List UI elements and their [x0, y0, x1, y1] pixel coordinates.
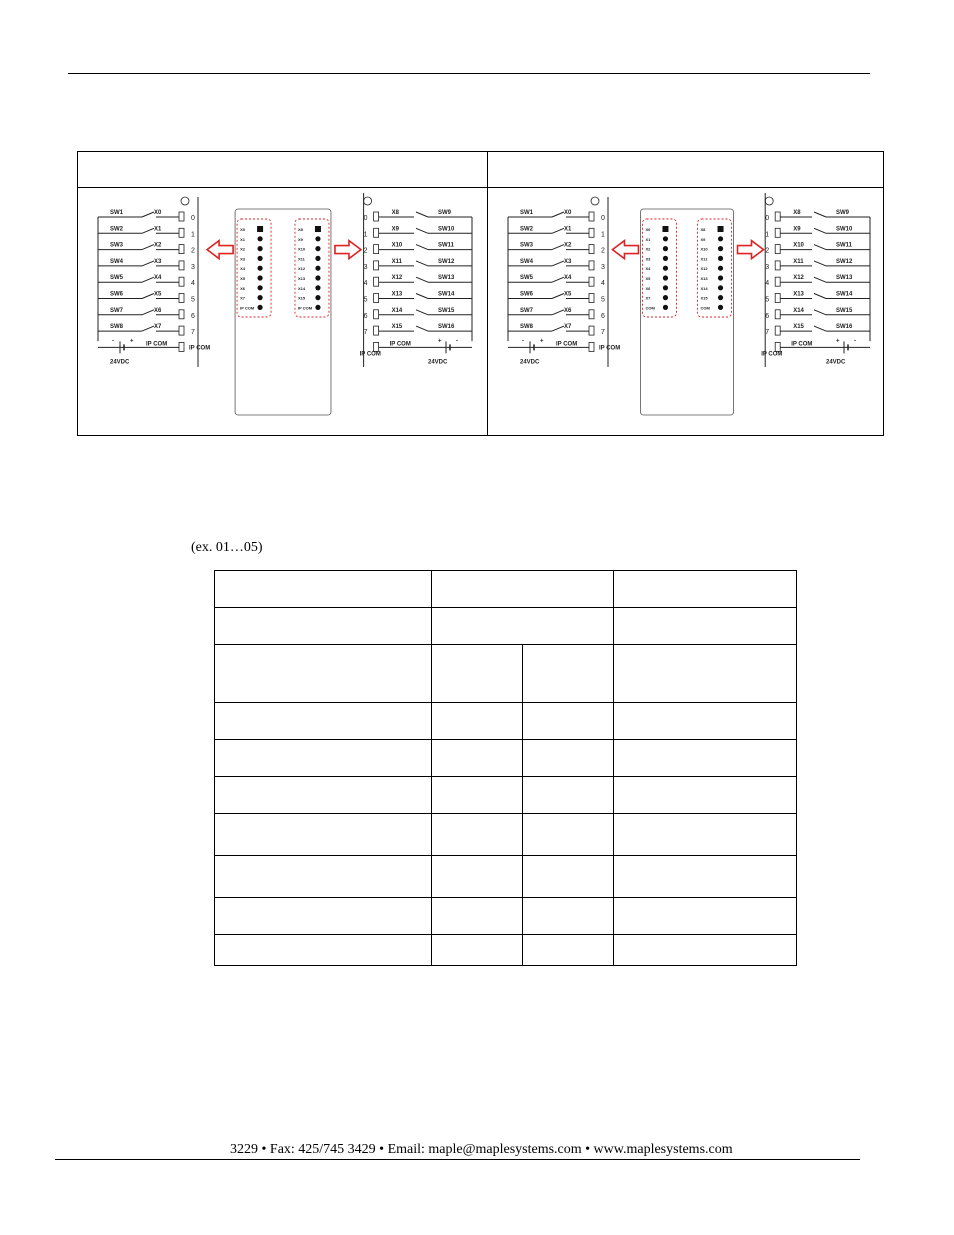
led-dot [663, 246, 668, 251]
ground-icon [765, 197, 773, 205]
led-dot [718, 275, 723, 280]
input-label: X4 [564, 275, 572, 282]
switch-label: SW14 [438, 291, 455, 298]
switch-contact [814, 277, 826, 282]
terminal-block [374, 212, 379, 221]
terminal-block [179, 294, 184, 303]
led-label: X3 [645, 256, 651, 262]
spec-table-row-line [215, 776, 796, 777]
spec-table-row-line [215, 702, 796, 703]
terminal-number: 7 [601, 329, 605, 337]
led-dot [315, 236, 320, 241]
switch-label: SW3 [520, 242, 534, 249]
switch-label: SW10 [438, 226, 455, 233]
terminal-number: 1 [363, 231, 368, 239]
input-label: X5 [154, 291, 162, 298]
led-label: X2 [240, 246, 245, 252]
led-label: IP COM [297, 305, 313, 311]
switch-label: SW2 [520, 226, 534, 233]
switch-label: SW16 [438, 324, 455, 331]
led-square [718, 226, 724, 232]
arrow-left-icon [612, 241, 638, 259]
ground-icon [364, 197, 372, 205]
switch-contact [142, 310, 154, 315]
switch-label: SW8 [110, 324, 124, 331]
switch-label: SW13 [438, 275, 455, 282]
led-dot [663, 285, 668, 290]
led-label: X11 [297, 256, 305, 262]
terminal-block [179, 228, 184, 237]
switch-contact [142, 261, 154, 266]
arrow-left-icon [207, 241, 233, 259]
switch-contact [142, 326, 154, 331]
com-label: IP COM [556, 341, 578, 348]
spec-table-col-line [613, 571, 614, 965]
switch-label: SW7 [110, 307, 124, 314]
terminal-number: 7 [765, 329, 770, 337]
terminal-number: 3 [363, 263, 368, 271]
spec-table [214, 570, 797, 966]
terminal-block [179, 326, 184, 335]
led-dot [663, 275, 668, 280]
supply-label: 24VDC [520, 359, 540, 366]
terminal-com-label: IP COM [359, 351, 381, 358]
spec-table-row-line [215, 855, 796, 856]
input-label: X7 [564, 324, 572, 331]
switch-contact [814, 326, 826, 331]
ground-icon [181, 197, 189, 205]
switch-contact [552, 310, 564, 315]
battery-minus: - [112, 338, 114, 345]
terminal-number: 3 [765, 263, 770, 271]
terminal-block [589, 326, 594, 335]
input-label: X7 [154, 324, 162, 331]
wiring-diagram-left [78, 189, 486, 435]
led-square [315, 226, 321, 232]
terminal-block [179, 261, 184, 270]
terminal-block [374, 342, 379, 351]
terminal-number: 6 [363, 312, 368, 320]
input-label: X15 [793, 324, 804, 331]
input-label: X12 [391, 275, 403, 282]
led-label: X12 [297, 266, 306, 272]
input-label: X0 [564, 210, 572, 216]
switch-label: SW12 [836, 258, 853, 265]
terminal-block [589, 212, 594, 221]
terminal-number: 1 [765, 231, 770, 239]
led-square [662, 226, 668, 232]
terminal-block [374, 294, 379, 303]
switch-label: SW12 [438, 258, 455, 265]
switch-contact [552, 212, 564, 217]
supply-label: 24VDC [110, 359, 130, 366]
led-label: X14 [700, 285, 708, 291]
terminal-block [374, 228, 379, 237]
spec-table-row-line [215, 934, 796, 935]
switch-label: SW15 [836, 307, 853, 314]
switch-label: SW4 [520, 258, 534, 265]
input-label: X6 [564, 307, 572, 314]
switch-contact [416, 261, 428, 266]
spec-table-row-line [215, 813, 796, 814]
led-dot [718, 305, 723, 310]
terminal-number: 6 [765, 312, 770, 320]
input-label: X14 [391, 307, 403, 314]
led-dot [257, 305, 262, 310]
terminal-number: 5 [601, 296, 605, 304]
led-label: X5 [645, 276, 651, 281]
input-label: X9 [391, 226, 399, 233]
battery-minus: - [522, 338, 524, 345]
led-dot [718, 236, 723, 241]
led-label: X0 [645, 227, 651, 232]
led-label: X3 [240, 256, 245, 262]
input-label: X8 [793, 210, 801, 216]
input-label: X8 [391, 210, 399, 216]
spec-table-row-line [215, 607, 796, 608]
switch-contact [142, 228, 154, 233]
terminal-block [589, 277, 594, 286]
input-label: X1 [564, 226, 572, 233]
switch-contact [814, 294, 826, 299]
spec-table-row-line [215, 739, 796, 740]
switch-contact [552, 326, 564, 331]
terminal-number: 0 [191, 215, 195, 222]
input-label: X1 [154, 226, 162, 233]
battery-plus: + [130, 338, 134, 345]
wiring-diagram-right [488, 189, 884, 435]
led-label: X14 [297, 285, 306, 291]
terminal-number: 4 [765, 280, 770, 288]
led-label: X15 [297, 295, 306, 301]
led-label: X11 [700, 256, 708, 262]
terminal-number: 6 [191, 312, 195, 320]
terminal-block [374, 277, 379, 286]
input-label: X10 [793, 242, 804, 249]
supply-label: 24VDC [428, 359, 448, 366]
spec-table-row-line [215, 644, 796, 645]
wiring-diagram-svg [488, 189, 884, 435]
led-dot [315, 295, 320, 300]
terminal-block [179, 277, 184, 286]
led-dot [315, 256, 320, 261]
led-label: X4 [240, 266, 245, 272]
battery-minus: - [456, 338, 458, 345]
led-label: COM [645, 305, 655, 311]
terminal-block [775, 277, 780, 286]
led-label: X7 [645, 295, 651, 301]
table-header-divider [78, 187, 883, 188]
led-label: X9 [700, 236, 706, 242]
led-dot [257, 295, 262, 300]
switch-label: SW9 [836, 210, 850, 216]
terminal-com-label: IP COM [599, 345, 621, 352]
led-dot [718, 285, 723, 290]
switch-contact [416, 326, 428, 331]
battery-plus: + [836, 338, 840, 345]
input-label: X0 [154, 210, 162, 216]
switch-contact [142, 277, 154, 282]
terminal-number: 4 [601, 280, 605, 288]
led-label: X1 [240, 236, 245, 242]
input-label: X13 [391, 291, 403, 298]
terminal-number: 3 [601, 263, 605, 271]
switch-label: SW3 [110, 242, 124, 249]
led-dot [718, 246, 723, 251]
wiring-diagram-table [77, 151, 884, 436]
terminal-block [775, 228, 780, 237]
switch-label: SW7 [520, 307, 534, 314]
led-dot [315, 305, 320, 310]
terminal-number: 7 [191, 329, 195, 337]
spec-table-col-line [522, 644, 523, 965]
terminal-number: 5 [191, 296, 195, 304]
input-label: X10 [391, 242, 403, 249]
switch-contact [552, 277, 564, 282]
wiring-diagram-svg [78, 189, 486, 435]
led-label: X12 [700, 266, 708, 272]
switch-label: SW1 [110, 210, 124, 216]
led-label: X8 [700, 227, 706, 232]
led-dot [663, 266, 668, 271]
ground-icon [591, 197, 599, 205]
led-label: X9 [297, 236, 303, 242]
switch-contact [552, 294, 564, 299]
led-dot [718, 295, 723, 300]
example-note: (ex. 01…05) [191, 540, 263, 555]
led-label: X6 [645, 285, 651, 291]
terminal-number: 1 [191, 231, 195, 239]
switch-label: SW11 [438, 242, 455, 249]
switch-contact [814, 212, 826, 217]
switch-label: SW2 [110, 226, 124, 233]
terminal-block [775, 212, 780, 221]
switch-contact [814, 245, 826, 250]
led-label: IP COM [240, 305, 255, 311]
terminal-number: 2 [363, 247, 368, 255]
led-label: X13 [700, 276, 708, 281]
input-label: X5 [564, 291, 572, 298]
terminal-block [589, 228, 594, 237]
terminal-number: 4 [191, 280, 195, 288]
terminal-block [374, 326, 379, 335]
terminal-block [589, 294, 594, 303]
led-dot [257, 246, 262, 251]
spec-table-row-line [215, 897, 796, 898]
terminal-number: 5 [765, 296, 770, 304]
terminal-com-label: IP COM [761, 351, 783, 358]
com-label: IP COM [146, 341, 168, 348]
led-dot [663, 256, 668, 261]
terminal-block [775, 326, 780, 335]
led-label: X1 [645, 236, 651, 242]
terminal-block [775, 245, 780, 254]
terminal-block [775, 261, 780, 270]
led-label: X13 [297, 276, 306, 281]
com-label: IP COM [791, 341, 813, 348]
terminal-block [589, 261, 594, 270]
terminal-block [589, 245, 594, 254]
led-dot [718, 266, 723, 271]
input-label: X2 [564, 242, 572, 249]
led-dot [257, 266, 262, 271]
terminal-number: 2 [191, 247, 195, 255]
switch-contact [416, 294, 428, 299]
led-dot [663, 295, 668, 300]
led-label: X7 [240, 295, 245, 301]
led-dot [257, 275, 262, 280]
switch-label: SW5 [110, 275, 124, 282]
led-label: X0 [240, 227, 245, 232]
terminal-number: 6 [601, 312, 605, 320]
led-dot [257, 256, 262, 261]
terminal-block [374, 245, 379, 254]
terminal-block [775, 310, 780, 319]
switch-label: SW16 [836, 324, 853, 331]
led-label: X15 [700, 295, 708, 301]
switch-contact [416, 310, 428, 315]
terminal-number: 4 [363, 280, 368, 288]
terminal-com-label: IP COM [189, 345, 211, 352]
switch-contact [142, 294, 154, 299]
switch-contact [814, 310, 826, 315]
led-label: X2 [645, 246, 651, 252]
terminal-number: 7 [363, 329, 368, 337]
led-square [257, 226, 263, 232]
battery-plus: + [438, 338, 442, 345]
terminal-number: 2 [601, 247, 605, 255]
input-label: X9 [793, 226, 801, 233]
arrow-right-icon [335, 241, 361, 259]
terminal-block [775, 294, 780, 303]
input-label: X3 [564, 258, 572, 265]
led-dot [257, 285, 262, 290]
switch-label: SW6 [520, 291, 534, 298]
supply-label: 24VDC [826, 359, 846, 366]
led-label: X5 [240, 276, 245, 281]
led-label: X10 [700, 246, 708, 252]
switch-contact [552, 261, 564, 266]
led-dot [315, 285, 320, 290]
switch-contact [142, 245, 154, 250]
switch-label: SW15 [438, 307, 455, 314]
terminal-block [589, 310, 594, 319]
input-label: X2 [154, 242, 162, 249]
terminal-number: 0 [601, 215, 605, 222]
led-label: X4 [645, 266, 651, 272]
led-label: X10 [297, 246, 306, 252]
terminal-number: 0 [363, 215, 368, 222]
switch-contact [552, 228, 564, 233]
switch-contact [142, 212, 154, 217]
led-label: X6 [240, 285, 245, 291]
input-label: X6 [154, 307, 162, 314]
led-dot [315, 246, 320, 251]
input-label: X12 [793, 275, 804, 282]
led-dot [718, 256, 723, 261]
terminal-block [775, 342, 780, 351]
terminal-block [374, 310, 379, 319]
switch-label: SW1 [520, 210, 534, 216]
led-dot [663, 305, 668, 310]
terminal-block [179, 245, 184, 254]
input-label: X11 [793, 258, 804, 265]
led-dot [663, 236, 668, 241]
terminal-block [179, 310, 184, 319]
terminal-block [179, 212, 184, 221]
switch-label: SW6 [110, 291, 124, 298]
input-label: X14 [793, 307, 804, 314]
arrow-right-icon [738, 241, 764, 259]
input-label: X4 [154, 275, 162, 282]
switch-label: SW11 [836, 242, 853, 249]
switch-contact [416, 245, 428, 250]
switch-label: SW9 [438, 210, 452, 216]
terminal-block [179, 342, 184, 351]
switch-label: SW14 [836, 291, 853, 298]
terminal-number: 3 [191, 263, 195, 271]
input-label: X15 [391, 324, 403, 331]
switch-contact [814, 261, 826, 266]
switch-label: SW4 [110, 258, 124, 265]
switch-contact [416, 228, 428, 233]
switch-contact [552, 245, 564, 250]
switch-label: SW5 [520, 275, 534, 282]
footer-rule [55, 1159, 860, 1160]
led-label: X8 [297, 227, 303, 232]
input-label: X11 [391, 258, 402, 265]
switch-label: SW10 [836, 226, 853, 233]
input-label: X3 [154, 258, 162, 265]
spec-table-col-line [431, 571, 432, 965]
terminal-number: 2 [765, 247, 770, 255]
input-label: X13 [793, 291, 804, 298]
terminal-number: 1 [601, 231, 605, 239]
led-dot [257, 236, 262, 241]
terminal-block [374, 261, 379, 270]
led-dot [315, 266, 320, 271]
led-dot [315, 275, 320, 280]
switch-contact [416, 277, 428, 282]
switch-contact [814, 228, 826, 233]
switch-label: SW8 [520, 324, 534, 331]
terminal-number: 5 [363, 296, 368, 304]
led-label: COM [700, 305, 710, 311]
switch-label: SW13 [836, 275, 853, 282]
battery-plus: + [540, 338, 544, 345]
switch-contact [416, 212, 428, 217]
header-rule [68, 73, 870, 74]
terminal-block [589, 342, 594, 351]
battery-minus: - [854, 338, 856, 345]
footer-contact: 3229 • Fax: 425/745 3429 • Email: maple@maplesystems.com • www.maplesystems.com [230, 1142, 733, 1157]
com-label: IP COM [389, 341, 411, 348]
terminal-number: 0 [765, 215, 770, 222]
